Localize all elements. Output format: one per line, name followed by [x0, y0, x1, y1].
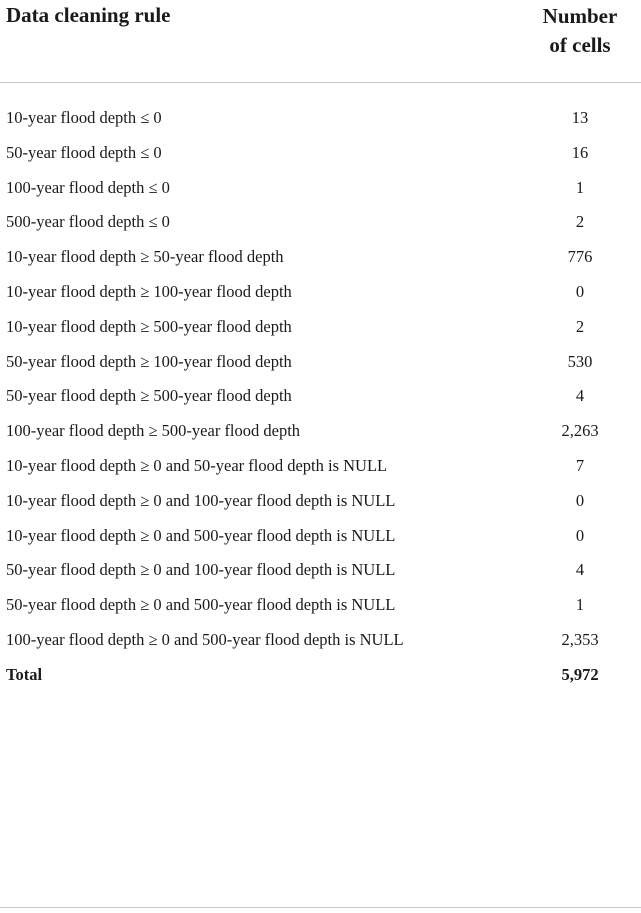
header-data-cleaning-rule: Data cleaning rule — [6, 3, 171, 27]
table-row — [0, 240, 641, 275]
table-row — [0, 588, 641, 623]
rule-cell: 10-year flood depth ≥ 500-year flood depth — [6, 316, 292, 336]
rule-cell: 50-year flood depth ≥ 0 and 500-year flood depth is NULL — [6, 595, 396, 615]
rule-cell: 10-year flood depth ≥ 50-year flood depth — [6, 247, 284, 267]
table-row — [0, 623, 641, 658]
table-bottom-rule — [0, 907, 641, 908]
rule-cell: 50-year flood depth ≤ 0 — [6, 142, 162, 162]
rule-cell: 10-year flood depth ≥ 100-year flood depth — [6, 281, 292, 301]
count-cell: 530 — [567, 351, 593, 371]
table-row — [0, 553, 641, 588]
table-row-total — [0, 658, 641, 693]
count-cell: 4 — [575, 386, 585, 406]
table-row — [0, 519, 641, 554]
table-row — [0, 275, 641, 310]
table-body — [0, 83, 641, 693]
table-row — [0, 414, 641, 449]
count-cell: 0 — [575, 281, 585, 301]
count-cell: 776 — [567, 247, 593, 267]
rule-cell: 100-year flood depth ≥ 0 and 500-year flood depth is NULL — [6, 629, 404, 649]
count-cell: 7 — [575, 455, 585, 475]
rule-cell: 100-year flood depth ≤ 0 — [6, 177, 170, 197]
table-row — [0, 449, 641, 484]
count-cell: 13 — [571, 108, 589, 127]
count-cell: 2 — [575, 316, 585, 336]
count-cell: 2,263 — [561, 421, 599, 441]
count-cell: 4 — [575, 560, 585, 580]
count-cell: 0 — [575, 490, 585, 510]
count-cell: 0 — [575, 525, 585, 545]
rule-cell: 100-year flood depth ≥ 500-year flood depth — [6, 421, 301, 441]
table-row — [0, 171, 641, 206]
rule-cell: 500-year flood depth ≤ 0 — [6, 212, 170, 232]
total-label: Total — [6, 664, 43, 684]
count-cell: 1 — [575, 595, 585, 615]
count-cell: 2,353 — [561, 629, 599, 649]
table-row — [0, 205, 641, 240]
table-row — [0, 310, 641, 345]
table-row — [0, 101, 641, 136]
header-number-of-cells-text: Number of cells — [542, 4, 618, 57]
rule-cell: 10-year flood depth ≥ 0 and 50-year flood depth is NULL — [6, 455, 388, 475]
header-number-of-cells — [522, 2, 638, 60]
table-row — [0, 484, 641, 519]
rule-cell: 50-year flood depth ≥ 100-year flood depth — [6, 351, 292, 371]
count-cell: 1 — [575, 177, 585, 197]
rule-cell: 10-year flood depth ≥ 0 and 500-year flood depth is NULL — [6, 525, 396, 545]
rule-cell: 10-year flood depth ≤ 0 — [6, 108, 162, 127]
table-row — [0, 136, 641, 171]
count-cell: 2 — [575, 212, 585, 232]
total-value: 5,972 — [561, 664, 599, 684]
rule-cell: 10-year flood depth ≥ 0 and 100-year flood depth is NULL — [6, 490, 396, 510]
table-row — [0, 379, 641, 414]
rule-cell: 50-year flood depth ≥ 0 and 100-year flood depth is NULL — [6, 560, 396, 580]
table-row — [0, 345, 641, 380]
table-header — [0, 0, 641, 83]
rule-cell: 50-year flood depth ≥ 500-year flood depth — [6, 386, 292, 406]
count-cell: 16 — [571, 142, 589, 162]
